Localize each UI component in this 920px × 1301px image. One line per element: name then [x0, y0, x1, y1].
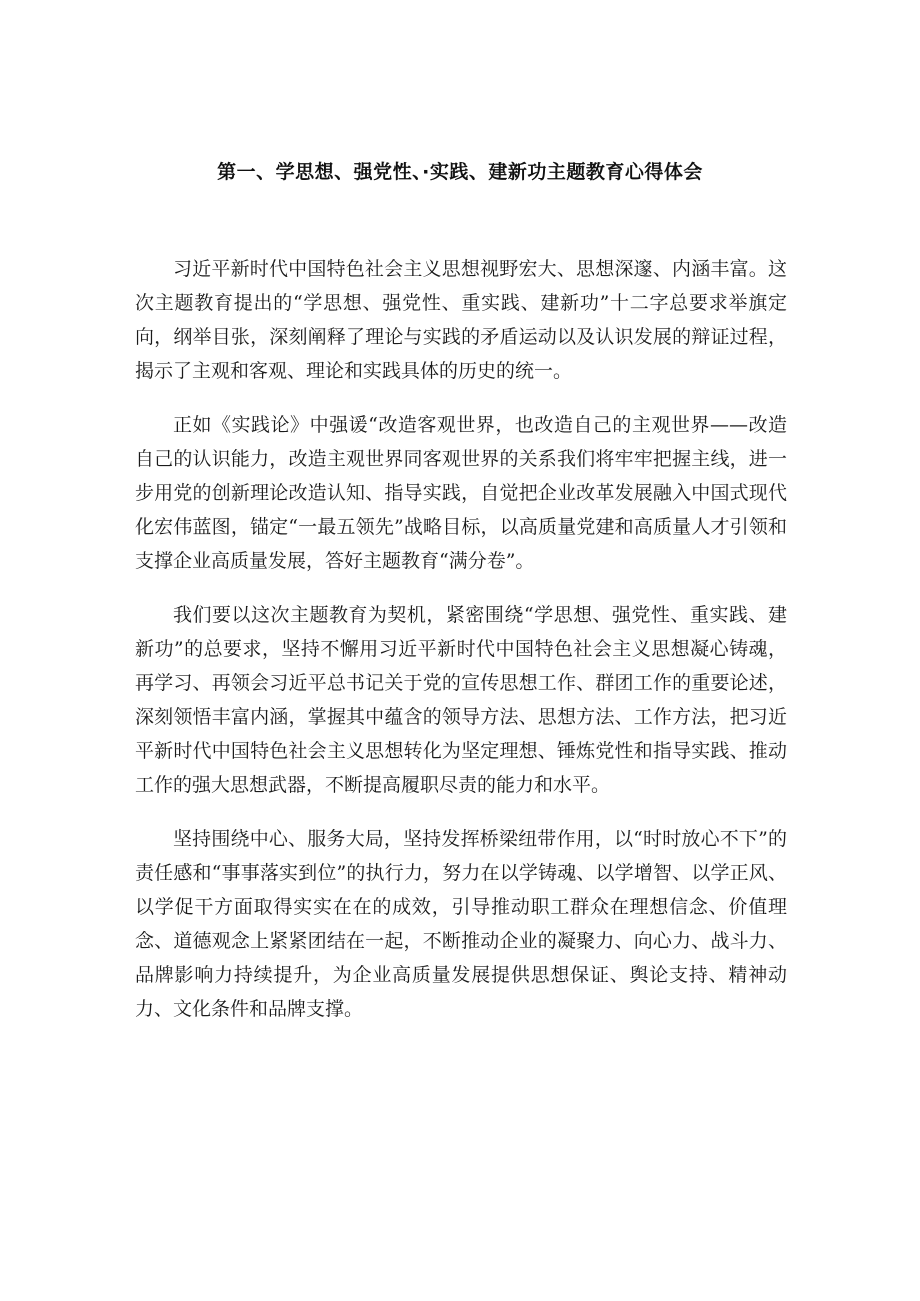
paragraph: 习近平新时代中国特色社会主义思想视野宏大、思想深邃、内涵丰富。这次主题教育提出的“学思想、强党性、重实践、建新功”十二字总要求举旗定向，纲举目张，深刻阐释了理论与实践的矛盾运动以及认识发展的辩证过程，揭示了主观和客观、理论和实践具体的历史的统一。: [135, 258, 787, 382]
paragraph: 坚持围绕中心、服务大局，坚持发挥桥梁纽带作用，以“时时放心不下”的责任感和“事事落实到位”的执行力，努力在以学铸魂、以学增智、以学正风、以学促干方面取得实实在在的成效，引导推动职工群众在理想信念、价值理念、道德观念上紧紧团结在一起，不断推动企业的凝聚力、向心力、战斗力、品牌影响力持续提升，为企业高质量发展提供思想保证、舆论支持、精神动力、文化条件和品牌支撑。: [135, 828, 787, 1020]
document-title: 第一、学思想、强党性、·实践、建新功主题教育心得体会: [217, 161, 703, 183]
paragraph: 我们要以这次主题教育为契机，紧密围绕“学思想、强党性、重实践、建新功”的总要求，坚持不懈用习近平新时代中国特色社会主义思想凝心铸魂，再学习、再领会习近平总书记关于党的宣传思想工作、群团工作的重要论述，深刻领悟丰富内涵，掌握其中蕴含的领导方法、思想方法、工作方法，把习近平新时代中国特色社会主义思想转化为坚定理想、锤炼党性和指导实践、推动工作的强大思想武器，不断提高履职尽责的能力和水平。: [135, 604, 787, 796]
paragraph: 正如《实践论》中强谖“改造客观世界，也改造自己的主观世界——改造自己的认识能力，改造主观世界同客观世界的关系我们将牢牢把握主线，进一步用党的创新理论改造认知、指导实践，自觉把企业改革发展融入中国式现代化宏伟蓝图，锚定“一最五领先”战略目标，以高质量党建和高质量人才引领和支撑企业高质量发展，答好主题教育“满分卷”。: [135, 414, 787, 572]
document-body: [135, 252, 787, 1026]
